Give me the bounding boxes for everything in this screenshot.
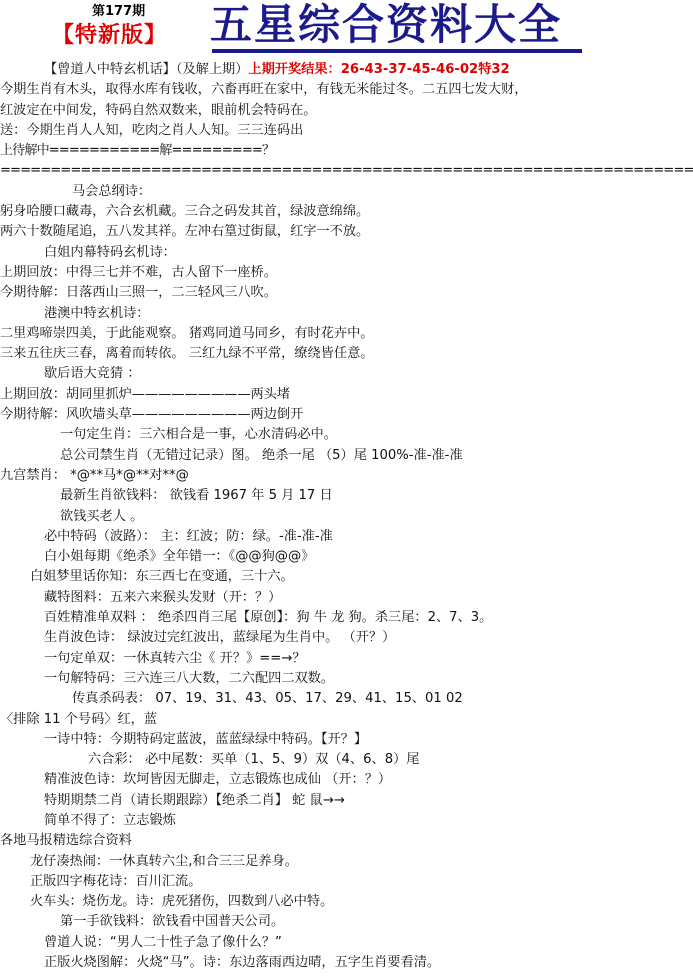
issue-number: 第177期 bbox=[92, 4, 146, 19]
line-text: 生肖波色诗： 绿波过完红波出，蓝绿尾为生肖中。 （开？） bbox=[44, 630, 396, 646]
text-line bbox=[0, 791, 616, 811]
line-text: 曾道人说：“男人二十性子急了像什么？” bbox=[44, 934, 282, 950]
text-line bbox=[0, 831, 616, 851]
line-text: 一诗中特：今期特码定蓝波，蓝蓝绿绿中特码。【开？】 bbox=[44, 731, 368, 747]
text-line bbox=[0, 730, 616, 750]
title-underline bbox=[212, 49, 582, 53]
text-line bbox=[0, 547, 616, 567]
text-line bbox=[0, 852, 616, 872]
line-text: ===================================================================== bbox=[0, 163, 693, 179]
line-text: 一句定单双：一休真转六尘《 开？》==→？ bbox=[44, 650, 306, 666]
text-line bbox=[0, 466, 616, 486]
text-line bbox=[0, 608, 616, 628]
text-line bbox=[0, 263, 616, 283]
text-line bbox=[0, 446, 616, 466]
text-line bbox=[0, 385, 616, 405]
line-text: 火车头：烧伤龙。诗：虎死猪伤，四数到八必中特。 bbox=[30, 894, 334, 910]
text-line bbox=[0, 182, 616, 202]
line-text: 白姐梦里话你知：东三西七在变通，三十六。 bbox=[30, 569, 294, 585]
line-text: 二里鸡啼崇四美，于此能观察。 猪鸡同道马同乡，有时花卉中。 bbox=[0, 325, 374, 341]
line-text: 今期待解：风吹墙头草—————————两边倒开 bbox=[0, 407, 304, 423]
text-line bbox=[0, 912, 616, 932]
text-line bbox=[0, 750, 616, 770]
line-text: 躬身哈腰口藏毒，六合玄机藏。三合之码发其首，绿波意绵绵。 bbox=[0, 204, 370, 220]
text-line bbox=[0, 892, 616, 912]
text-line bbox=[0, 811, 616, 831]
line-text: 各地马报精选综合资料 bbox=[0, 833, 132, 849]
line-text: 上期回放：中得三七并不难，古人留下一座桥。 bbox=[0, 264, 277, 280]
text-line bbox=[0, 628, 616, 648]
text-line bbox=[0, 669, 616, 689]
text-line bbox=[0, 567, 616, 587]
text-line bbox=[0, 324, 616, 344]
line-text: 百姓精准单双料 ： 绝杀四肖三尾【原创】：狗 牛 龙 狗。杀三尾：2、7、3。 bbox=[44, 610, 493, 626]
line-text: 六合彩： 必中尾数：买单（1、5、9）双（4、6、8）尾 bbox=[88, 752, 420, 768]
text-line bbox=[0, 344, 616, 364]
line-text: 精准波色诗：坎坷皆因无脚走，立志锻炼也成仙 （开：？） bbox=[44, 772, 392, 788]
line-text: 上待解中===========解=========？ bbox=[0, 143, 275, 159]
line-text: 九宫禁肖： *@**马*@**对**@ bbox=[0, 467, 189, 483]
text-line bbox=[0, 304, 616, 324]
line-text: 一句解特码：三六连三八大数，二六配四二双数。 bbox=[44, 670, 335, 686]
line-text: 红波定在中间发，特码自然双数来，眼前机会特码在。 bbox=[0, 102, 317, 118]
line-text: 藏特图料：五来六来猴头发财（开：？） bbox=[44, 589, 282, 605]
text-line bbox=[0, 872, 616, 892]
line-text: 欲钱买老人 。 bbox=[60, 508, 144, 524]
line-text: 传真杀码表： 07、19、31、43、05、17、29、41、15、01 02 bbox=[72, 691, 463, 707]
line-text: 白小姐每期《绝杀》全年错一：《@@狗@@》 bbox=[44, 549, 315, 565]
text-line bbox=[0, 425, 616, 445]
line-text: 马会总纲诗： bbox=[72, 183, 152, 199]
line-text: 特期期禁二肖（请长期跟踪）【绝杀二肖】 蛇 鼠→→ bbox=[44, 792, 345, 808]
text-line bbox=[0, 405, 616, 425]
line-text: 龙仔凑热闹：一休真转六尘,和合三三足养身。 bbox=[30, 853, 298, 869]
line-text: 第一手欲钱料：欲钱看中国普天公司。 bbox=[60, 914, 285, 930]
line-text: 送：今期生肖人人知，吃肉之肖人人知。三三连码出 bbox=[0, 122, 304, 138]
line-text: 一句定生肖：三六相合是一事，心水清码必中。 bbox=[60, 427, 337, 443]
text-line bbox=[0, 60, 616, 80]
document-body bbox=[0, 60, 693, 973]
text-line bbox=[0, 364, 616, 384]
text-line bbox=[0, 933, 616, 953]
text-line bbox=[0, 101, 616, 121]
line-text: 正版火烧图解：火烧“马”。诗：东边落雨西边晴，五字生肖要看清。 bbox=[44, 955, 441, 971]
text-line bbox=[0, 141, 616, 161]
line-text: 歇后语大竞猜 ： bbox=[44, 366, 141, 382]
line-text: 今期待解：日落西山三照一，二三轻风三八吹。 bbox=[0, 285, 277, 301]
line-text: 必中特码（波路）： 主：红波；防：绿。-准-准-准 bbox=[44, 528, 333, 544]
text-line bbox=[0, 121, 616, 141]
line-text: 简单不得了：立志锻炼 bbox=[44, 812, 176, 828]
text-line bbox=[0, 222, 616, 242]
text-line bbox=[0, 486, 616, 506]
line-text: 今期生肖有木头，取得水库有钱收，六畜再旺在家中，有钱无米能过冬。二五四七发大财， bbox=[0, 82, 528, 98]
line-text: 〈排除 11 个号码〉红，蓝 bbox=[0, 711, 158, 727]
line-text: 港澳中特玄机诗： bbox=[44, 305, 150, 321]
line-text: 总公司禁生肖（无错过记录）图。 绝杀一尾 （5）尾 100%-准-准-准 bbox=[60, 447, 463, 463]
text-line bbox=[0, 283, 616, 303]
text-line bbox=[0, 689, 616, 709]
line-text: 三来五往庆三春，离着而转依。 三红九绿不平常，缭绕皆任意。 bbox=[0, 346, 374, 362]
line-text: 白姐内幕特码玄机诗： bbox=[44, 244, 176, 260]
text-line bbox=[0, 527, 616, 547]
line-text: 【曾道人中特玄机话】（及解上期） bbox=[44, 62, 249, 77]
line-text: 正版四字梅花诗：百川汇流。 bbox=[30, 873, 202, 889]
text-line bbox=[0, 80, 616, 100]
text-line bbox=[0, 649, 616, 669]
line-text: 最新生肖欲钱料： 欲钱看 1967 年 5 月 17 日 bbox=[60, 488, 333, 504]
text-line bbox=[0, 507, 616, 527]
line-text: 两六十数随尾追，五八发其祥。左冲右篁过街鼠，红字一不放。 bbox=[0, 224, 370, 240]
text-line bbox=[0, 770, 616, 790]
text-line bbox=[0, 953, 616, 973]
main-title: 五星综合资料大全 bbox=[210, 0, 563, 49]
last-draw-result: 上期开奖结果：26-43-37-45-46-02特32 bbox=[248, 62, 510, 77]
line-text: 上期回放：胡同里抓炉—————————两头堵 bbox=[0, 386, 291, 402]
text-line bbox=[0, 202, 616, 222]
text-line bbox=[0, 710, 616, 730]
text-line bbox=[0, 243, 616, 263]
edition-label: 【特新版】 bbox=[52, 23, 168, 48]
page-header bbox=[0, 0, 616, 60]
text-line bbox=[0, 161, 693, 181]
text-line bbox=[0, 588, 616, 608]
